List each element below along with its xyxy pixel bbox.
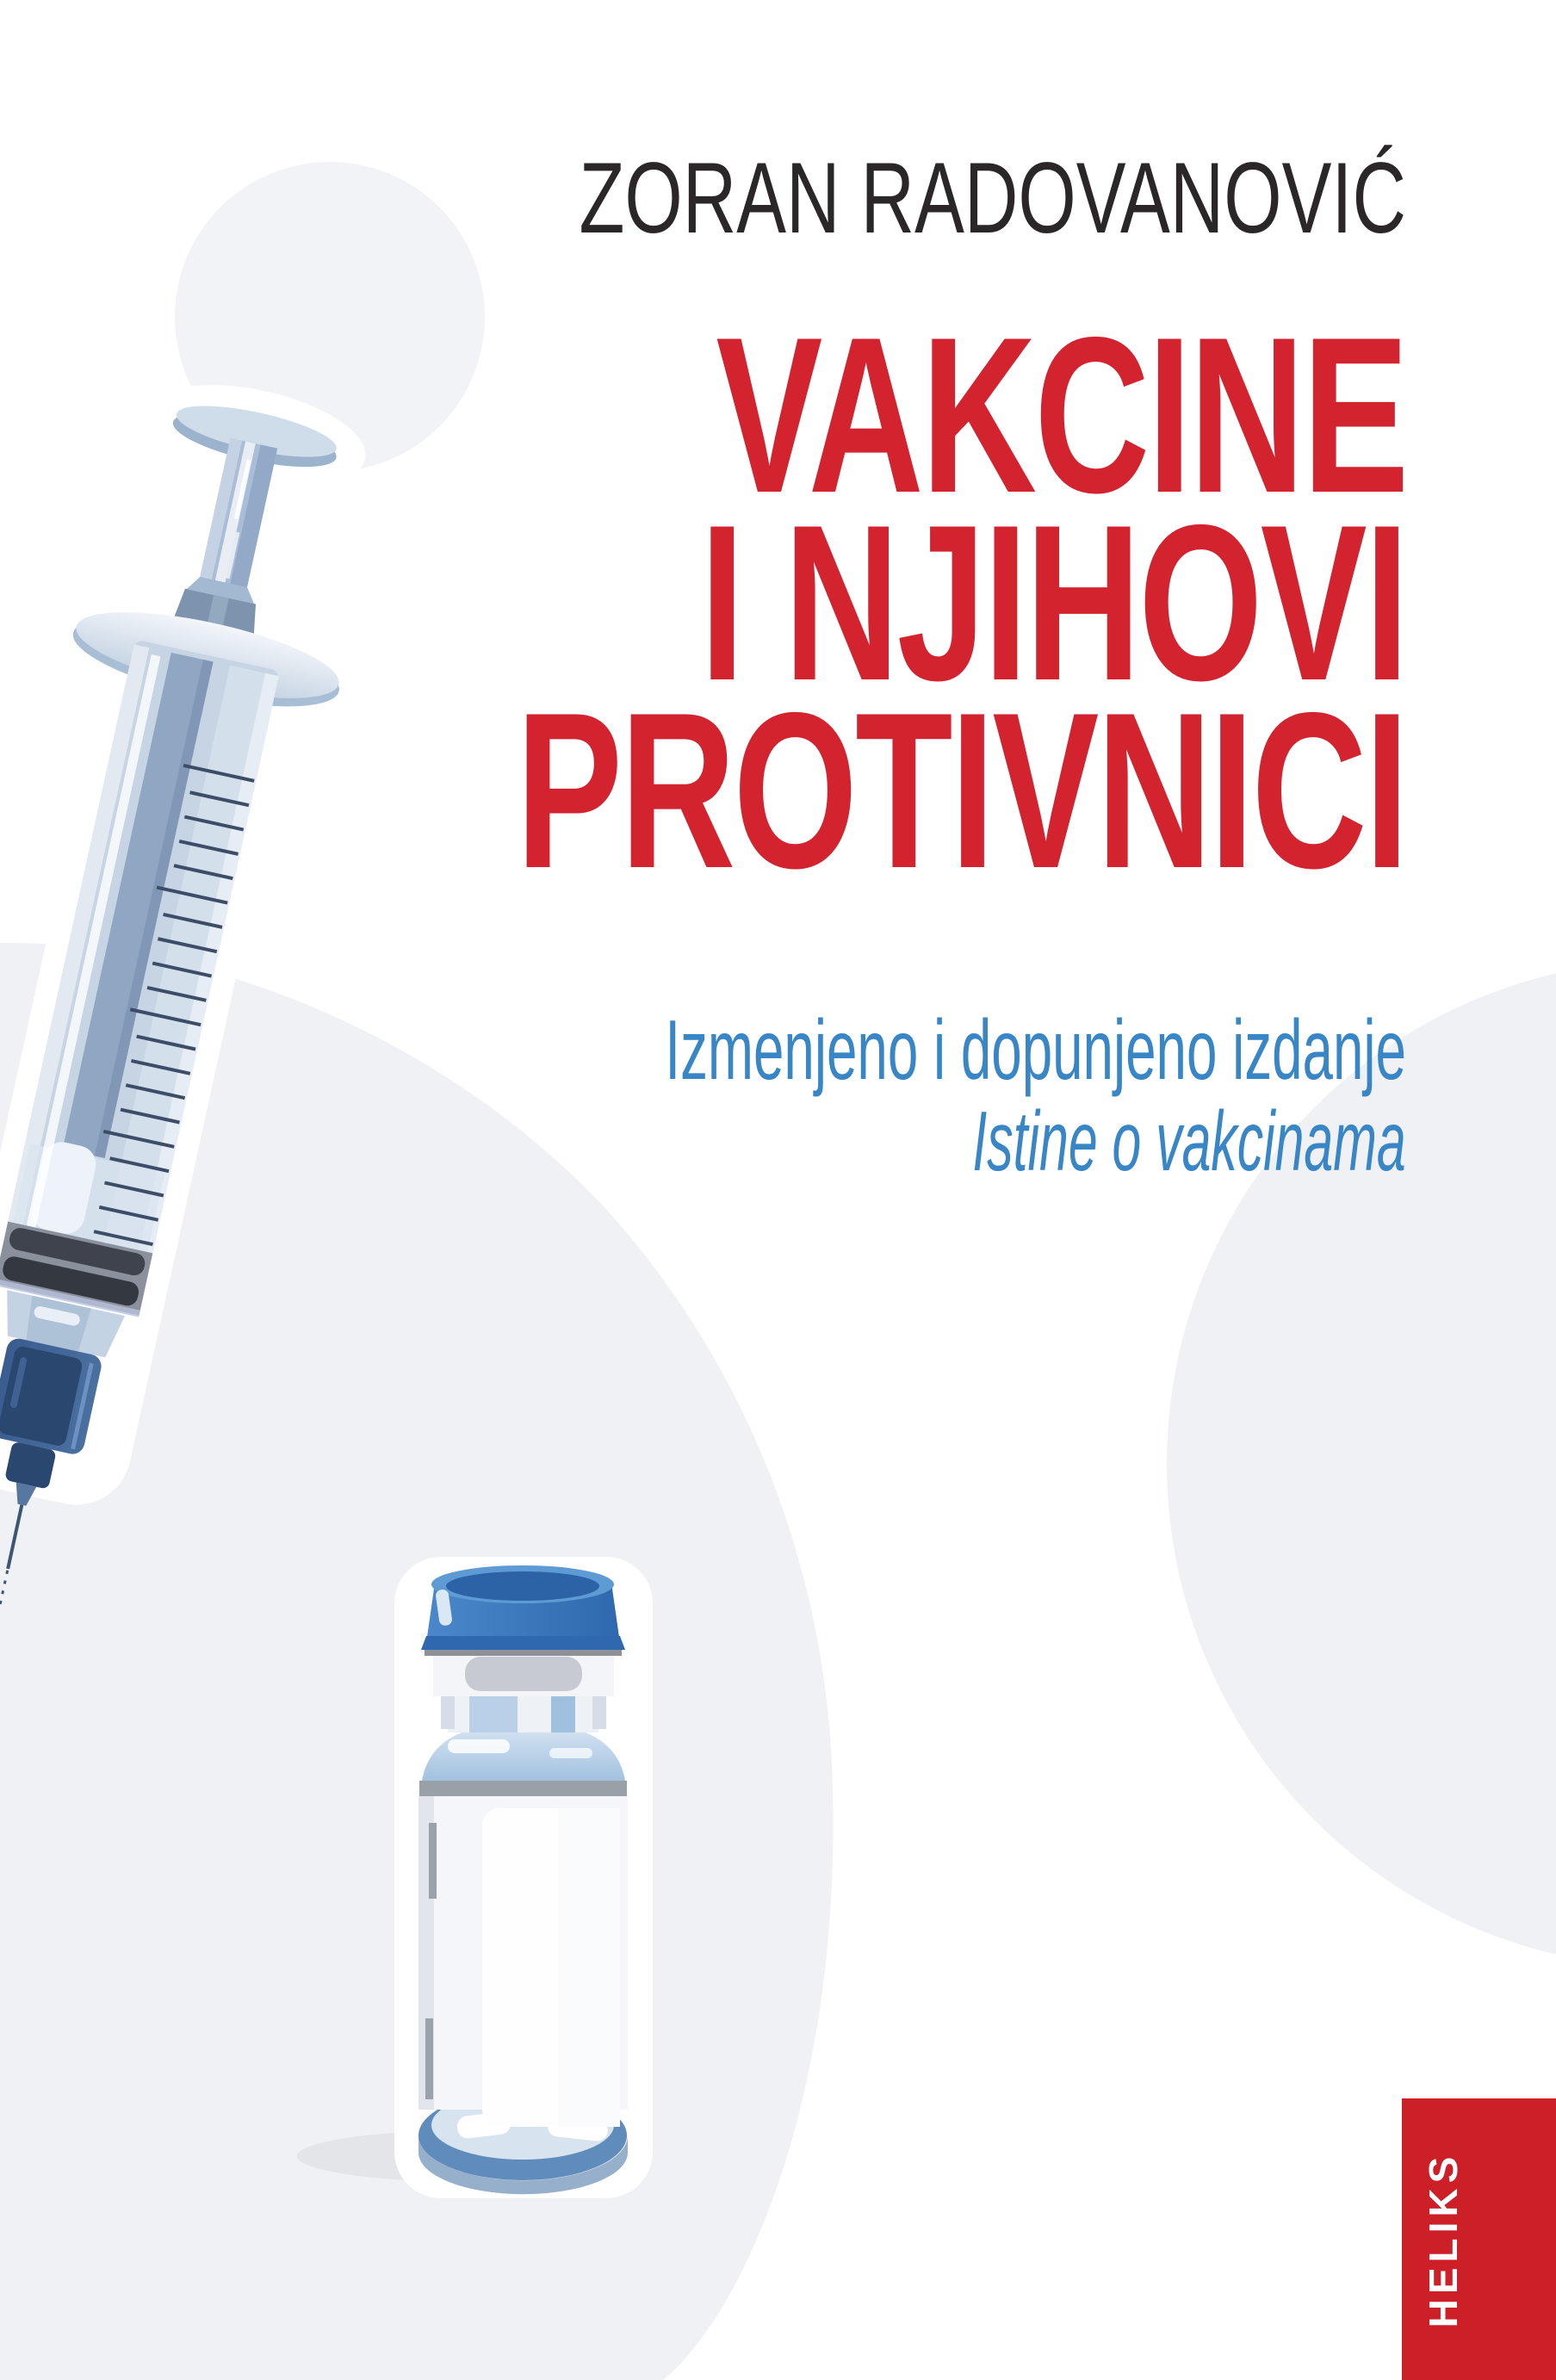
title-line-3: PROTIVNICI — [515, 666, 1406, 914]
book-title — [515, 290, 1406, 914]
vial-icon — [418, 1565, 628, 2194]
subtitle-edition: Izmenjeno i dopunjeno izdanje — [665, 1002, 1406, 1097]
title-line-1: VAKCINE — [715, 290, 1406, 539]
publisher-name: HELIKS — [1421, 2151, 1466, 2327]
author-name: ZORAN RADOVANOVIĆ — [579, 141, 1406, 254]
title-line-2: I NJIHOVI — [699, 478, 1406, 727]
subtitle-series: Istine o vakcinama — [972, 1094, 1406, 1188]
publisher-logo-block — [1402, 2098, 1556, 2380]
